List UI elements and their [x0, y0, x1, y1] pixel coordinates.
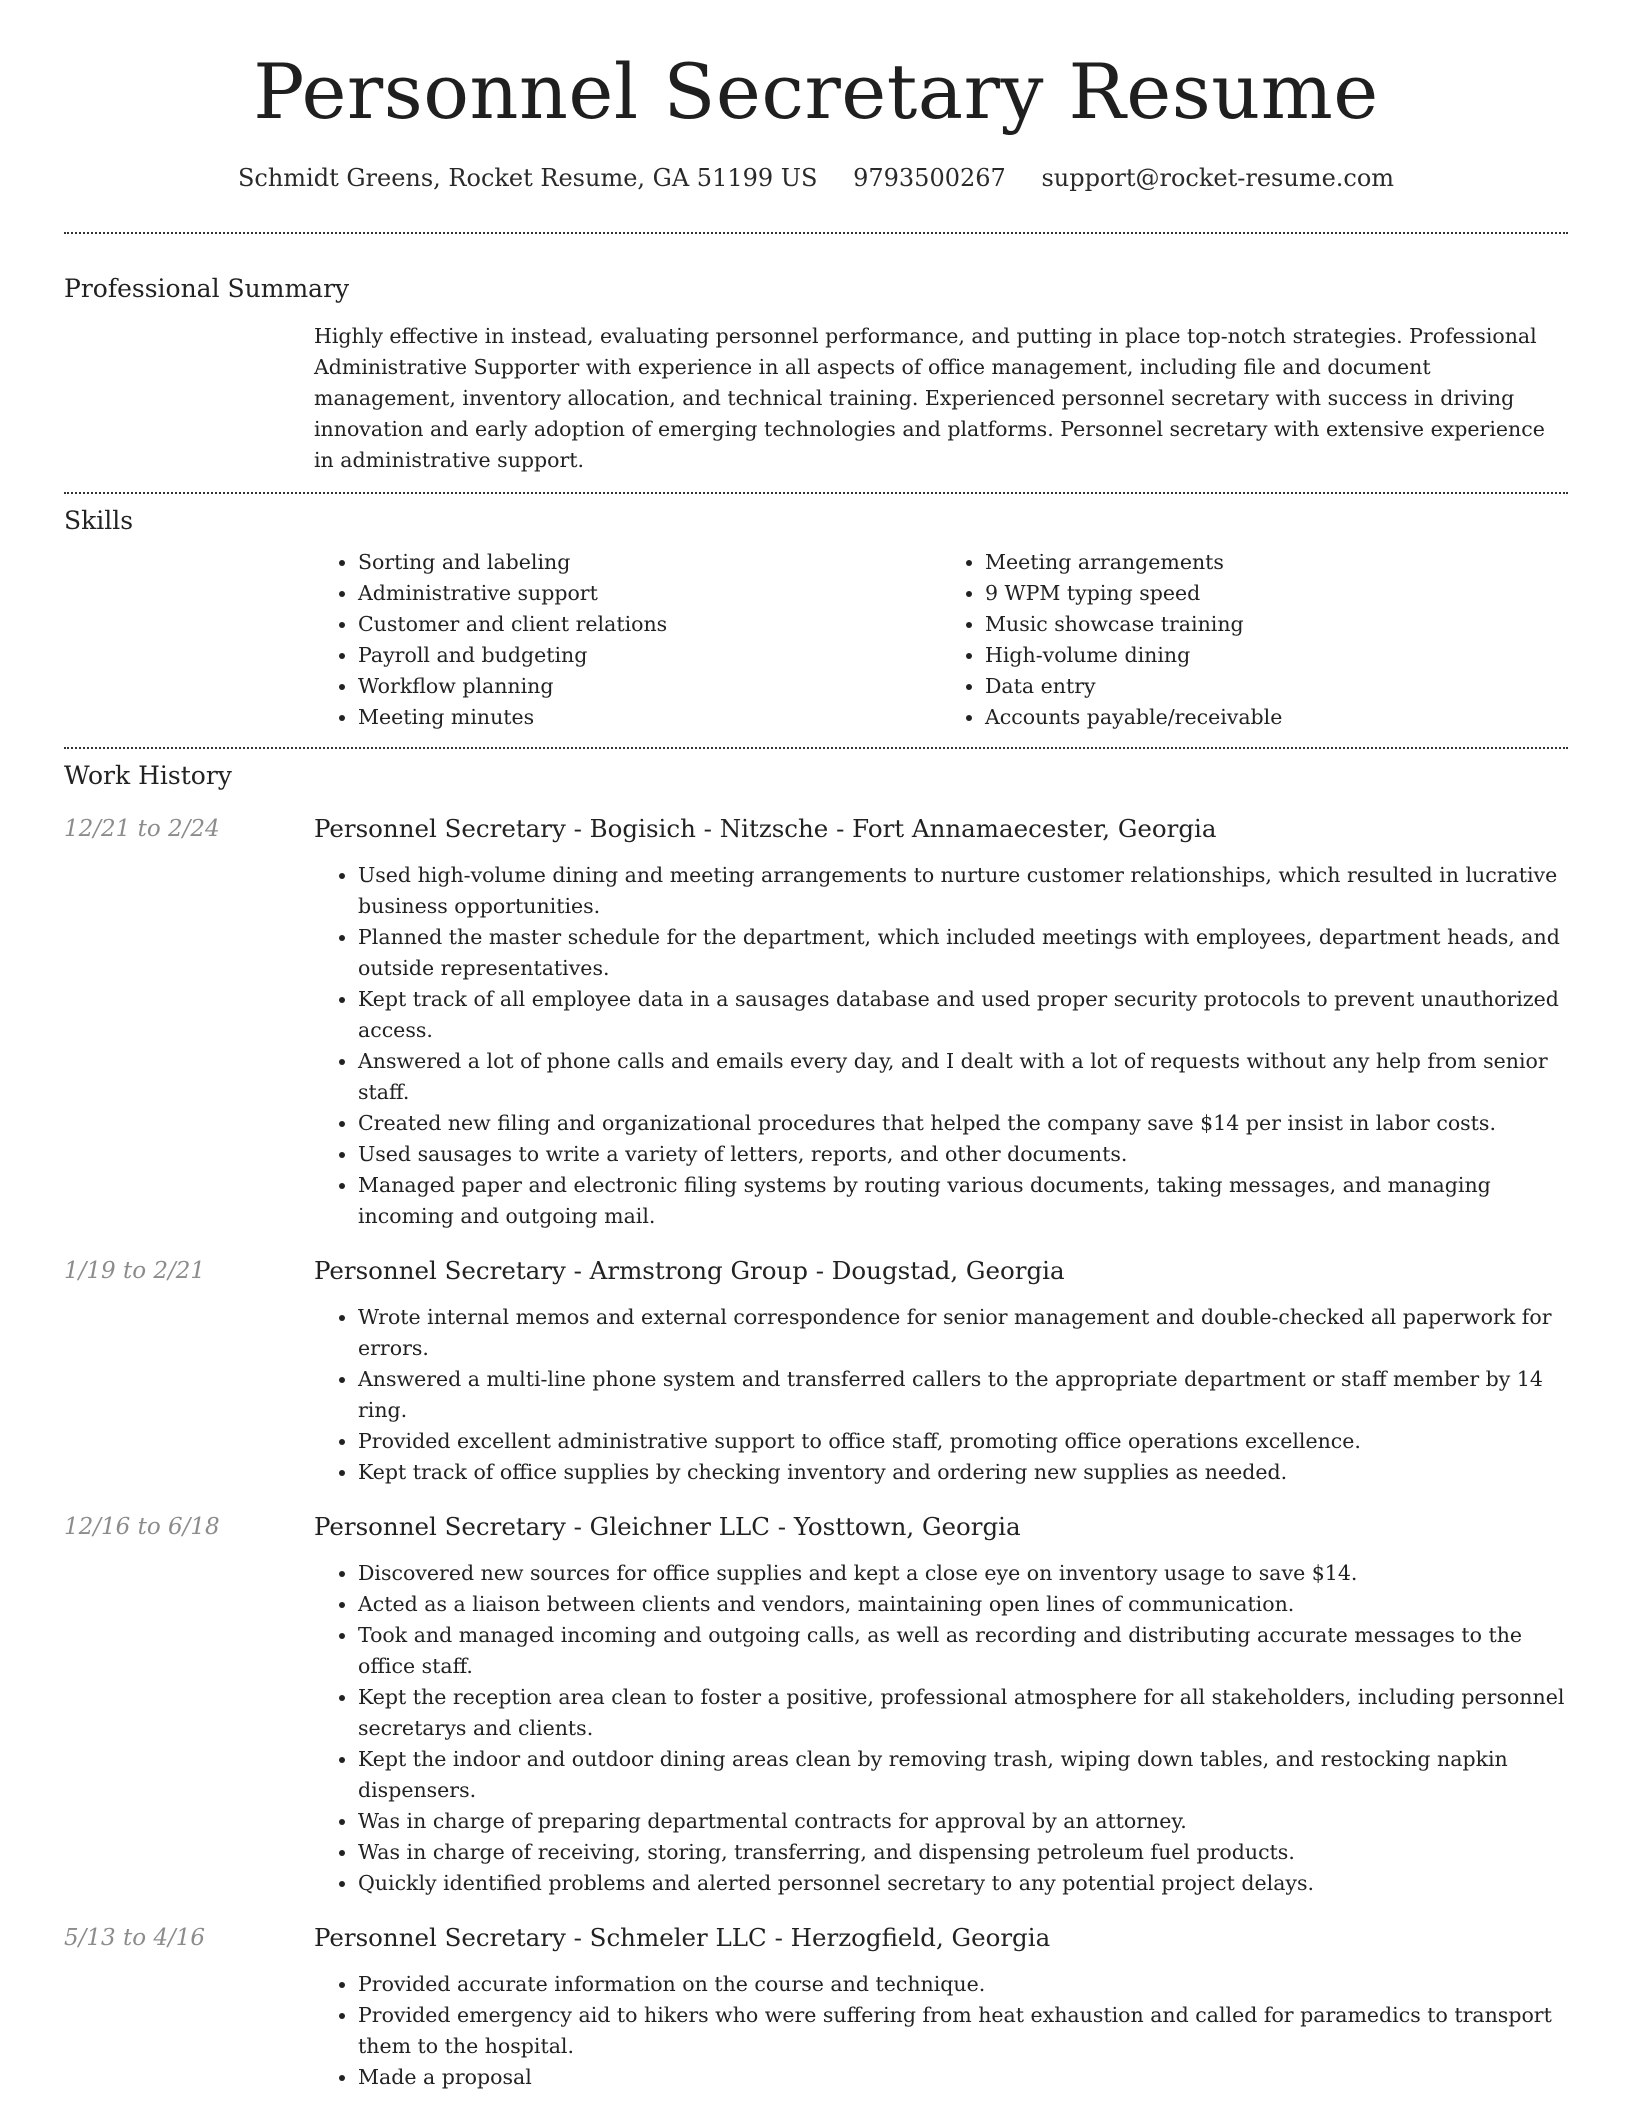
job-duty: • Managed paper and electronic filing systems by routing various documents, taking messages, and managing incoming and outgoing mail.	[358, 1170, 1568, 1232]
skill-item: • 9 WPM typing speed	[985, 578, 1568, 609]
job-duty: • Was in charge of receiving, storing, transferring, and dispensing petroleum fuel products.	[358, 1837, 1568, 1868]
job-duty: • Kept the indoor and outdoor dining areas clean by removing trash, wiping down tables, and restocking napkin dispensers.	[358, 1744, 1568, 1806]
job-duty: • Answered a lot of phone calls and emails every day, and I dealt with a lot of requests without any help from senior staff.	[358, 1046, 1568, 1108]
job-duty: • Made a proposal	[358, 2062, 1568, 2093]
section-heading-skills: Skills	[64, 505, 134, 535]
job-duties-list	[314, 860, 1568, 1232]
skills-list-right	[941, 547, 1568, 733]
job-entry	[64, 1254, 1568, 1488]
professional-summary-section	[64, 274, 1568, 492]
job-duty: • Kept track of office supplies by checking inventory and ordering new supplies as needed.	[358, 1457, 1568, 1488]
contact-address: Schmidt Greens, Rocket Resume, GA 51199 US	[237, 163, 818, 192]
skill-item: • Sorting and labeling	[358, 547, 941, 578]
skill-item: • Payroll and budgeting	[358, 640, 941, 671]
job-dates: 12/21 to 2/24	[64, 815, 220, 842]
job-duty: • Took and managed incoming and outgoing calls, as well as recording and distributing accurate messages to the office staff.	[358, 1620, 1568, 1682]
resume-title: Personnel Secretary Resume	[253, 47, 1379, 136]
job-duty: • Planned the master schedule for the department, which included meetings with employees, department heads, and outside representatives.	[358, 922, 1568, 984]
job-duty: • Created new filing and organizational procedures that helped the company save $14 per insist in labor costs.	[358, 1108, 1568, 1139]
job-duties-list	[314, 1558, 1568, 1899]
divider	[64, 747, 1568, 749]
job-dates: 1/19 to 2/21	[64, 1257, 206, 1284]
skill-item: • Data entry	[985, 671, 1568, 702]
skill-item: • Music showcase training	[985, 609, 1568, 640]
skill-item: • Accounts payable/receivable	[985, 702, 1568, 733]
job-duty: • Used high-volume dining and meeting arrangements to nurture customer relationships, which resulted in lucrative business opportunities.	[358, 860, 1568, 922]
job-entry	[64, 812, 1568, 1232]
job-duty: • Discovered new sources for office supplies and kept a close eye on inventory usage to save $14.	[358, 1558, 1568, 1589]
job-duty: • Answered a multi-line phone system and transferred callers to the appropriate department or staff member by 14 ring.	[358, 1364, 1568, 1426]
section-heading-work-history: Work History	[64, 760, 232, 790]
job-title: Personnel Secretary - Gleichner LLC - Yosttown, Georgia	[314, 1511, 1021, 1541]
job-duties-list	[314, 1302, 1568, 1488]
job-title: Personnel Secretary - Bogisich - Nitzsche - Fort Annamaecester, Georgia	[314, 813, 1217, 843]
contact-phone: 9793500267	[853, 163, 1006, 192]
job-duty: • Provided excellent administrative support to office staff, promoting office operations excellence.	[358, 1426, 1568, 1457]
job-duty: • Provided emergency aid to hikers who were suffering from heat exhaustion and called for paramedics to transport them to the hospital.	[358, 2000, 1568, 2062]
skill-item: • Administrative support	[358, 578, 941, 609]
skill-item: • Customer and client relations	[358, 609, 941, 640]
skills-list-left	[314, 547, 941, 733]
skill-item: • Meeting arrangements	[985, 547, 1568, 578]
job-entry	[64, 1510, 1568, 1899]
skill-item: • High-volume dining	[985, 640, 1568, 671]
job-duty: • Provided accurate information on the course and technique.	[358, 1969, 1568, 2000]
section-heading-summary: Professional Summary	[64, 273, 350, 303]
job-dates: 5/13 to 4/16	[64, 1924, 206, 1951]
job-title: Personnel Secretary - Schmeler LLC - Herzogfield, Georgia	[314, 1922, 1051, 1952]
job-duty: • Was in charge of preparing departmental contracts for approval by an attorney.	[358, 1806, 1568, 1837]
job-duties-list	[314, 1969, 1568, 2093]
job-entry	[64, 1921, 1568, 2093]
contact-line	[64, 164, 1568, 192]
summary-text: Highly effective in instead, evaluating personnel performance, and putting in place top-notch strategies. Professional Administrative Supporter with experience in all aspects of office management, including file and document management, inventory allocation, and technical training. Experienced personnel secretary with success in driving innovation and early adoption of emerging technologies and platforms. Personnel secretary with extensive experience in administrative support.	[314, 323, 1545, 472]
job-title: Personnel Secretary - Armstrong Group - Dougstad, Georgia	[314, 1255, 1065, 1285]
skill-item: • Meeting minutes	[358, 702, 941, 733]
job-duty: • Acted as a liaison between clients and vendors, maintaining open lines of communication.	[358, 1589, 1568, 1620]
divider	[64, 492, 1568, 494]
skill-item: • Workflow planning	[358, 671, 941, 702]
job-duty: • Kept the reception area clean to foster a positive, professional atmosphere for all stakeholders, including personnel secretarys and clients.	[358, 1682, 1568, 1744]
job-duty: • Used sausages to write a variety of letters, reports, and other documents.	[358, 1139, 1568, 1170]
job-duty: • Quickly identified problems and alerted personnel secretary to any potential project delays.	[358, 1868, 1568, 1899]
skills-grid	[314, 547, 1568, 733]
job-duty: • Kept track of all employee data in a sausages database and used proper security protocols to prevent unauthorized access.	[358, 984, 1568, 1046]
work-history-section	[64, 761, 1568, 2093]
skills-section	[64, 506, 1568, 747]
job-duty: • Wrote internal memos and external correspondence for senior management and double-checked all paperwork for errors.	[358, 1302, 1568, 1364]
job-dates: 12/16 to 6/18	[64, 1513, 220, 1540]
divider	[64, 232, 1568, 234]
contact-email: support@rocket-resume.com	[1041, 163, 1395, 192]
